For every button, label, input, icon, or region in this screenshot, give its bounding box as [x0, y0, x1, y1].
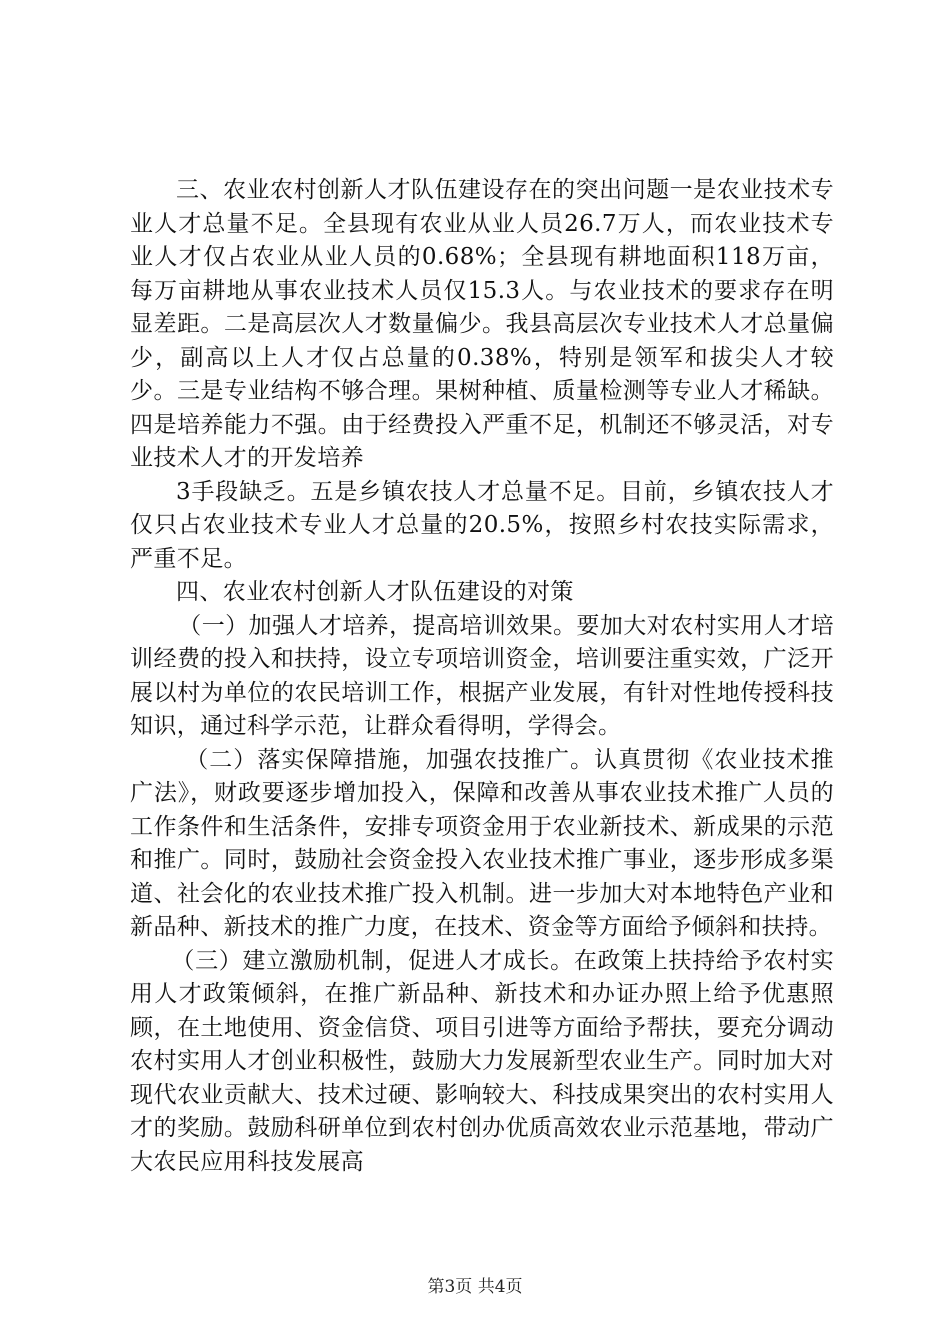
paragraph-countermeasure-3: （三）建立激励机制，促进人才成长。在政策上扶持给予农村实用人才政策倾斜，在推广新品种、新技术和办证办照上给予优惠照顾，在土地使用、资金信贷、项目引进等方面给予帮扶，要充分调动农村实用人才创业积极性，鼓励大力发展新型农业生产。同时加大对现代农业贡献大、技术过硬、影响较大、科技成果突出的农村实用人才的奖励。鼓励科研单位到农村创办优质高效农业示范基地，带动广大农民应用科技发展高 — [130, 947, 834, 1175]
paragraph-countermeasure-2: （二）落实保障措施，加强农技推广。认真贯彻《农业技术推广法》，财政要逐步增加投入，保障和改善从事农业技术推广人员的工作条件和生活条件，安排专项资金用于农业新技术、新成果的示范和推广。同时，鼓励社会资金投入农业技术推广事业，逐步形成多渠道、社会化的农业技术推广投入机制。进一步加大对本地特色产业和新品种、新技术的推广力度，在技术、资金等方面给予倾斜和扶持。 — [130, 746, 834, 940]
document-body — [130, 174, 834, 1179]
section-heading-countermeasures: 四、农业农村创新人才队伍建设的对策 — [176, 579, 574, 605]
paragraph-problems: 三、农业农村创新人才队伍建设存在的突出问题一是农业技术专业人才总量不足。全县现有农业从业人员26.7万人，而农业技术专业人才仅占农业从业人员的0.68%；全县现有耕地面积118万亩，每万亩耕地从事农业技术人员仅15.3人。与农业技术的要求存在明显差距。二是高层次人才数量偏少。我县高层次专业技术人才总量偏少，副高以上人才仅占总量的0.38%，特别是领军和拔尖人才较少。三是专业结构不够合理。果树种植、质量检测等专业人才稀缺。四是培养能力不强。由于经费投入严重不足，机制还不够灵活，对专业技术人才的开发培养 — [130, 177, 834, 471]
page-footer: 第3页 共4页 — [427, 1277, 523, 1297]
paragraph-problems-continued: 3手段缺乏。五是乡镇农技人才总量不足。目前，乡镇农技人才仅只占农业技术专业人才总量的20.5%，按照乡村农技实际需求，严重不足。 — [130, 478, 834, 572]
paragraph-countermeasure-1: （一）加强人才培养，提高培训效果。要加大对农村实用人才培训经费的投入和扶持，设立专项培训资金，培训要注重实效，广泛开展以村为单位的农民培训工作，根据产业发展，有针对性地传授科技知识，通过科学示范，让群众看得明，学得会。 — [130, 612, 834, 739]
